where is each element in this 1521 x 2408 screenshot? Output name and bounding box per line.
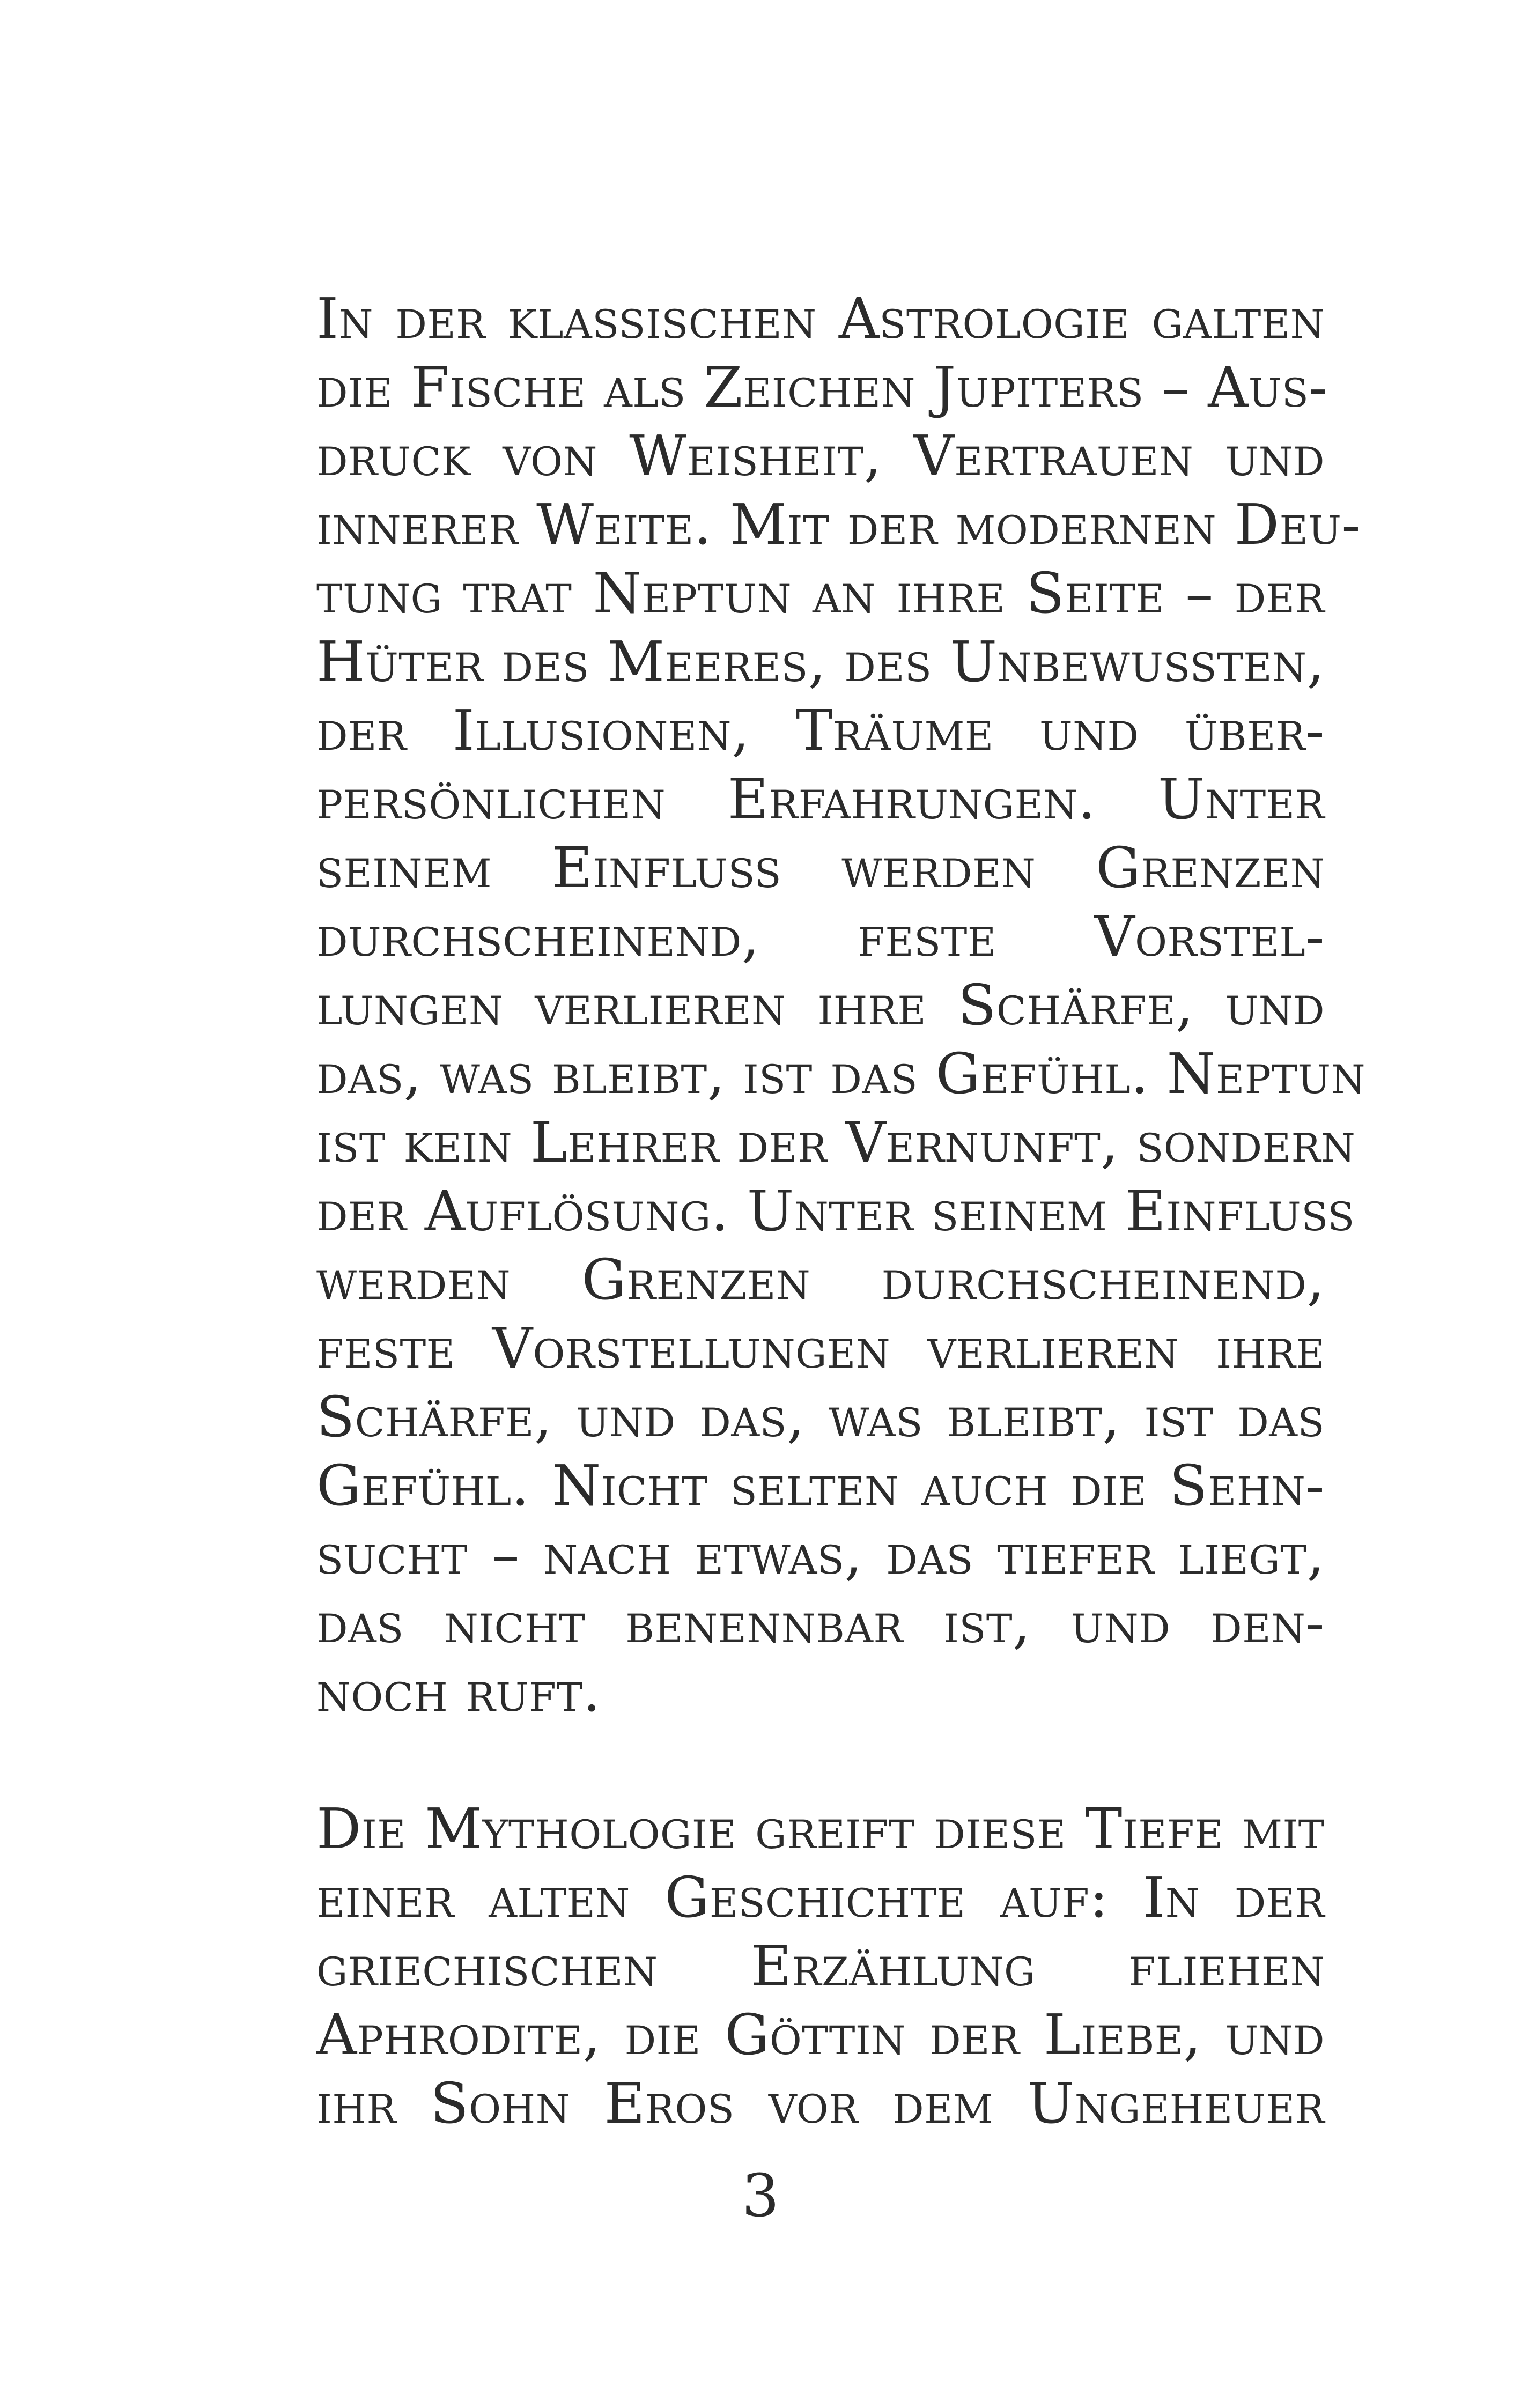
- text-line: tung trat Neptun an ihre Seite – der: [316, 560, 1325, 626]
- text-line: innerer Weite. Mit der modernen Deu-: [316, 492, 1361, 557]
- text-line: persönlichen Erfahrungen. Unter: [316, 766, 1325, 832]
- text-line: ihr Sohn Eros vor dem Ungeheuer: [316, 2071, 1325, 2136]
- text-line: Die Mythologie greift diese Tiefe mit: [316, 1796, 1325, 1862]
- text-line: Aphrodite, die Göttin der Liebe, und: [316, 2002, 1325, 2067]
- paragraph-gap: [316, 1726, 1325, 1794]
- text-line: ist kein Lehrer der Vernunft, sondern: [316, 1110, 1356, 1175]
- body-text: [316, 284, 1365, 2138]
- text-line: lungen verlieren ihre Schärfe, und: [316, 972, 1325, 1038]
- text-line: seinem Einfluss werden Grenzen: [316, 835, 1325, 900]
- paragraph-2: [316, 1794, 1325, 2138]
- text-line: einer alten Geschichte auf: In der: [316, 1865, 1325, 1930]
- text-line: Schärfe, und das, was bleibt, ist das: [316, 1384, 1325, 1450]
- paragraph-1: [316, 284, 1365, 1726]
- text-line: Gefühl. Nicht selten auch die Sehn-: [316, 1453, 1325, 1518]
- text-line: feste Vorstellungen verlieren ihre: [316, 1316, 1325, 1381]
- text-line: Hüter des Meeres, des Unbewussten,: [316, 629, 1325, 695]
- text-line: werden Grenzen durchscheinend,: [316, 1247, 1325, 1312]
- text-line: der Auflösung. Unter seinem Einfluss: [316, 1178, 1355, 1244]
- text-line: der Illusionen, Träume und über-: [316, 698, 1325, 763]
- text-line: das nicht benennbar ist, und den-: [316, 1590, 1325, 1656]
- text-line: griechischen Erzählung fliehen: [316, 1933, 1325, 1999]
- text-line: das, was bleibt, ist das Gefühl. Neptun: [316, 1041, 1365, 1106]
- text-line: In der klassischen Astrologie galten: [316, 286, 1325, 351]
- text-line: sucht – nach etwas, das tiefer liegt,: [316, 1521, 1325, 1587]
- text-line: durchscheinend, feste Vorstel-: [316, 904, 1325, 969]
- text-line: noch ruft.: [316, 1659, 601, 1724]
- text-line: druck von Weisheit, Vertrauen und: [316, 423, 1325, 489]
- text-line: die Fische als Zeichen Jupiters – Aus-: [316, 354, 1328, 420]
- page-number: 3: [742, 2161, 779, 2230]
